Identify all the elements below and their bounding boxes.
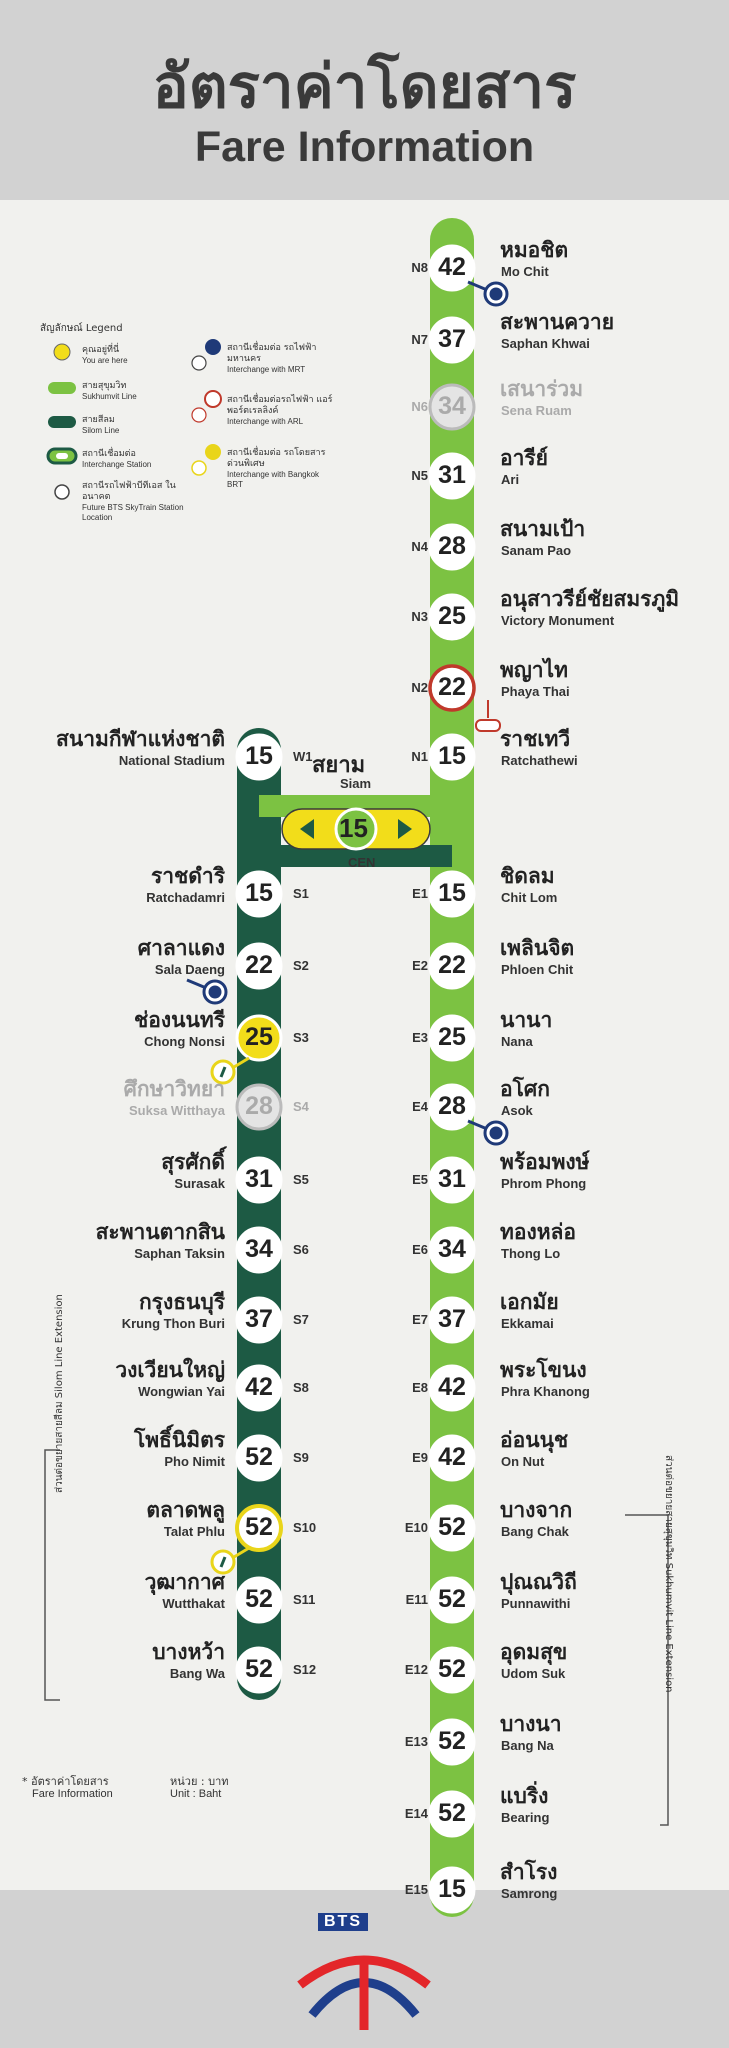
sukhumvit-e14-name-en: Bearing xyxy=(501,1810,550,1825)
sukhumvit-e3-name-en: Nana xyxy=(501,1034,533,1049)
sukhumvit-e4-name-th: อโศก xyxy=(500,1077,550,1101)
silom-s4-fare: 28 xyxy=(245,1092,273,1120)
sukhumvit-n5-name-en: Ari xyxy=(501,472,520,487)
sukhumvit-e13-name-th: บางนา xyxy=(500,1712,562,1736)
silom-s10-code: S10 xyxy=(293,1520,317,1535)
silom-s11-name-en: Wutthakat xyxy=(162,1596,225,1611)
sukhumvit-n8-fare: 42 xyxy=(438,253,466,281)
silom-s2-name-th: ศาลาแดง xyxy=(137,936,225,960)
sukhumvit-e8-name-en: Phra Khanong xyxy=(501,1384,590,1399)
sukhumvit-e15-fare: 15 xyxy=(438,1875,466,1903)
footer-unit-th: หน่วย : บาท xyxy=(170,1775,229,1788)
legend-item-7-th: สถานีเชื่อมต่อ รถโดยสารด่วนพิเศษ xyxy=(227,448,326,469)
sukhumvit-e5-name-th: พร้อมพงษ์ xyxy=(500,1150,590,1174)
silom-s6-fare: 34 xyxy=(245,1235,273,1263)
silom-s2-mrt-icon-core xyxy=(209,986,222,999)
sukhumvit-e13-name-en: Bang Na xyxy=(501,1738,554,1753)
sukhumvit-e12-code: E12 xyxy=(404,1662,428,1677)
legend-item-5-en: Interchange with MRT xyxy=(227,365,306,374)
legend-brt-icon xyxy=(205,444,221,460)
siam-en: Siam xyxy=(340,776,372,791)
sukhumvit-n2-name-en: Phaya Thai xyxy=(501,684,570,699)
silom-s11-fare: 52 xyxy=(245,1585,273,1613)
sukhumvit-e10-name-th: บางจาก xyxy=(500,1498,573,1522)
sukhumvit-e2-fare: 22 xyxy=(438,951,466,979)
silom-s3-name-en: Chong Nonsi xyxy=(144,1034,225,1049)
silom-s5-fare: 31 xyxy=(245,1165,273,1193)
silom-s1-name-en: Ratchadamri xyxy=(146,890,225,905)
sukhumvit-e8-fare: 42 xyxy=(438,1373,466,1401)
sukhumvit-n8-name-en: Mo Chit xyxy=(501,264,549,279)
sukhumvit-n4-fare: 28 xyxy=(438,532,466,560)
sukhumvit-n2-name-th: พญาไท xyxy=(500,658,568,682)
title-thai: อัตราค่าโดยสาร xyxy=(152,52,577,122)
sukhumvit-n6-name-en: Sena Ruam xyxy=(501,403,572,418)
legend-mrt-icon xyxy=(205,339,221,355)
silom-s9-code: S9 xyxy=(293,1450,309,1465)
sukhumvit-n5-code: N5 xyxy=(411,468,428,483)
sukhumvit-e2-name-th: เพลินจิต xyxy=(500,936,575,960)
sukhumvit-n1-fare: 15 xyxy=(438,742,466,770)
sukhumvit-e11-name-en: Punnawithi xyxy=(501,1596,571,1611)
legend-item-1-th: สายสุขุมวิท xyxy=(82,381,127,391)
sukhumvit-e10-fare: 52 xyxy=(438,1513,466,1541)
sukhumvit-n2-fare: 22 xyxy=(438,673,466,701)
sukhumvit-e13-fare: 52 xyxy=(438,1727,466,1755)
sukhumvit-e3-name-th: นานา xyxy=(500,1008,553,1032)
sukhumvit-e7-code: E7 xyxy=(412,1312,428,1327)
silom-extension-label: ส่วนต่อขยายสายสีลม Silom Line Extension xyxy=(54,1294,65,1493)
silom-s6-name-en: Saphan Taksin xyxy=(134,1246,225,1261)
sukhumvit-n8-code: N8 xyxy=(411,260,428,275)
sukhumvit-extension-label: ส่วนต่อขยายสายสุขุมวิท Sukhumvit Line Extension xyxy=(663,1455,674,1693)
sukhumvit-e9-name-th: อ่อนนุช xyxy=(500,1428,569,1452)
sukhumvit-n4-name-en: Sanam Pao xyxy=(501,543,572,558)
legend-silom-line-icon xyxy=(48,416,76,428)
legend-item-0-th: คุณอยู่ที่นี่ xyxy=(82,345,120,355)
sukhumvit-e7-fare: 37 xyxy=(438,1305,466,1333)
legend-item-1-en: Sukhumvit Line xyxy=(82,392,137,401)
sukhumvit-e4-fare: 28 xyxy=(438,1092,466,1120)
legend-mrt-icon-station xyxy=(192,356,206,370)
sukhumvit-e1-code: E1 xyxy=(412,886,428,901)
silom-s8-code: S8 xyxy=(293,1380,309,1395)
sukhumvit-e15-code: E15 xyxy=(404,1882,428,1897)
silom-s4-name-en: Suksa Witthaya xyxy=(129,1103,225,1118)
silom-s7-name-th: กรุงธนบุรี xyxy=(138,1290,225,1314)
sukhumvit-e8-name-th: พระโขนง xyxy=(500,1358,587,1382)
silom-s3-name-th: ช่องนนทรี xyxy=(134,1008,225,1032)
sukhumvit-e7-name-en: Ekkamai xyxy=(501,1316,554,1331)
sukhumvit-e5-name-en: Phrom Phong xyxy=(501,1176,587,1191)
sukhumvit-n2-arl-icon xyxy=(476,720,500,731)
silom-s7-name-en: Krung Thon Buri xyxy=(121,1316,225,1331)
legend-item-4-en: Future BTS SkyTrain Station Location xyxy=(82,503,184,522)
sukhumvit-e10-name-en: Bang Chak xyxy=(501,1524,569,1539)
sukhumvit-e1-name-th: ชิดลม xyxy=(500,864,555,888)
sukhumvit-e6-name-th: ทองหล่อ xyxy=(500,1220,577,1244)
silom-s2-code: S2 xyxy=(293,958,309,973)
siam-fare: 15 xyxy=(339,813,368,843)
silom-s5-name-en: Surasak xyxy=(174,1176,225,1191)
sukhumvit-e1-name-en: Chit Lom xyxy=(501,890,558,905)
sukhumvit-n6-code: N6 xyxy=(411,399,428,414)
silom-s3-code: S3 xyxy=(293,1030,309,1045)
sukhumvit-e6-fare: 34 xyxy=(438,1235,466,1263)
silom-s10-name-th: ตลาดพลู xyxy=(146,1498,225,1522)
sukhumvit-e10-code: E10 xyxy=(404,1520,428,1535)
siam-th: สยาม xyxy=(312,753,366,778)
sukhumvit-e2-code: E2 xyxy=(412,958,428,973)
sukhumvit-n1-code: N1 xyxy=(411,749,428,764)
sukhumvit-e12-fare: 52 xyxy=(438,1655,466,1683)
silom-s6-code: S6 xyxy=(293,1242,309,1257)
legend-future-station-icon xyxy=(55,485,69,499)
sukhumvit-e9-fare: 42 xyxy=(438,1443,466,1471)
sukhumvit-e15-name-en: Samrong xyxy=(501,1886,558,1901)
silom-s1-code: S1 xyxy=(293,886,309,901)
sukhumvit-n6-name-th: เสนาร่วม xyxy=(500,377,584,401)
sukhumvit-e4-mrt-icon-core xyxy=(490,1127,503,1140)
sukhumvit-e3-code: E3 xyxy=(412,1030,428,1045)
sukhumvit-n7-fare: 37 xyxy=(438,325,466,353)
silom-s11-name-th: วุฒากาศ xyxy=(144,1570,225,1594)
silom-s10-fare: 52 xyxy=(245,1513,273,1541)
sukhumvit-e2-name-en: Phloen Chit xyxy=(501,962,574,977)
sukhumvit-e7-name-th: เอกมัย xyxy=(500,1290,559,1314)
silom-s5-code: S5 xyxy=(293,1172,309,1187)
silom-s6-name-th: สะพานตากสิน xyxy=(95,1220,225,1244)
silom-w1-name-en: National Stadium xyxy=(118,753,225,768)
sukhumvit-n1-name-th: ราชเทวี xyxy=(500,727,571,751)
bts-logo-text: BTS xyxy=(318,1913,368,1931)
legend-arl-icon-station xyxy=(192,408,206,422)
sukhumvit-e6-name-en: Thong Lo xyxy=(501,1246,561,1261)
legend-interchange-station-icon-core xyxy=(56,453,68,459)
silom-w1-code: W1 xyxy=(293,749,313,764)
sukhumvit-n6-fare: 34 xyxy=(438,392,466,420)
silom-s8-name-th: วงเวียนใหญ่ xyxy=(115,1358,225,1382)
silom-s7-code: S7 xyxy=(293,1312,309,1327)
silom-s8-name-en: Wongwian Yai xyxy=(138,1384,225,1399)
silom-s9-name-th: โพธิ์นิมิตร xyxy=(133,1428,225,1452)
sukhumvit-n1-name-en: Ratchathewi xyxy=(501,753,578,768)
legend-item-6-th: สถานีเชื่อมต่อรถไฟฟ้า แอร์พอร์ตเรลลิงค์ xyxy=(227,395,333,416)
silom-s4-code: S4 xyxy=(293,1099,309,1114)
silom-s11-code: S11 xyxy=(293,1592,316,1607)
sukhumvit-n3-fare: 25 xyxy=(438,602,466,630)
sukhumvit-e12-name-th: อุดมสุข xyxy=(500,1640,568,1664)
sukhumvit-n5-name-th: อารีย์ xyxy=(500,446,548,470)
sukhumvit-n8-mrt-icon-core xyxy=(490,288,503,301)
silom-s9-fare: 52 xyxy=(245,1443,273,1471)
footer-fare-th: * อัตราค่าโดยสาร xyxy=(22,1775,109,1788)
legend-item-6-en: Interchange with ARL xyxy=(227,417,304,426)
silom-s3-fare: 25 xyxy=(245,1023,273,1051)
silom-s12-name-en: Bang Wa xyxy=(169,1666,225,1681)
sukhumvit-e3-fare: 25 xyxy=(438,1023,466,1051)
silom-s4-name-th: ศึกษาวิทยา xyxy=(123,1077,225,1101)
sukhumvit-e14-fare: 52 xyxy=(438,1799,466,1827)
legend-arl-icon xyxy=(205,391,221,407)
legend-item-3-th: สถานีเชื่อมต่อ xyxy=(82,449,136,459)
silom-s7-fare: 37 xyxy=(245,1305,273,1333)
silom-s8-fare: 42 xyxy=(245,1373,273,1401)
legend-item-4-th: สถานีรถไฟฟ้าบีทีเอส ในอนาคต xyxy=(82,481,176,502)
sukhumvit-e11-code: E11 xyxy=(405,1592,428,1607)
sukhumvit-e4-code: E4 xyxy=(412,1099,428,1114)
sukhumvit-e5-code: E5 xyxy=(412,1172,428,1187)
footer-unit-en: Unit : Baht xyxy=(170,1788,222,1800)
sukhumvit-e14-name-th: แบริ่ง xyxy=(500,1784,549,1808)
sukhumvit-n5-fare: 31 xyxy=(438,461,466,489)
legend-item-2-th: สายสีลม xyxy=(82,415,115,425)
sukhumvit-n2-code: N2 xyxy=(411,680,428,695)
sukhumvit-e8-code: E8 xyxy=(412,1380,428,1395)
sukhumvit-e15-name-th: สำโรง xyxy=(500,1860,558,1884)
sukhumvit-n3-code: N3 xyxy=(411,609,428,624)
silom-s12-name-th: บางหว้า xyxy=(152,1640,225,1664)
sukhumvit-n4-name-th: สนามเป้า xyxy=(500,517,586,541)
sukhumvit-n8-name-th: หมอชิต xyxy=(500,238,569,262)
sukhumvit-e12-name-en: Udom Suk xyxy=(501,1666,566,1681)
sukhumvit-e9-name-en: On Nut xyxy=(501,1454,545,1469)
legend-brt-icon-station xyxy=(192,461,206,475)
sukhumvit-n3-name-en: Victory Monument xyxy=(501,613,615,628)
footer-fare-en: Fare Information xyxy=(32,1788,113,1800)
sukhumvit-e9-code: E9 xyxy=(412,1450,428,1465)
sukhumvit-e4-name-en: Asok xyxy=(501,1103,533,1118)
silom-w1-fare: 15 xyxy=(245,742,273,770)
silom-s1-fare: 15 xyxy=(245,879,273,907)
sukhumvit-e13-code: E13 xyxy=(404,1734,428,1749)
sukhumvit-e6-code: E6 xyxy=(412,1242,428,1257)
sukhumvit-n3-name-th: อนุสาวรีย์ชัยสมรภูมิ xyxy=(500,587,680,611)
legend-sukhumvit-line-icon xyxy=(48,382,76,394)
siam-code: CEN xyxy=(348,855,376,870)
silom-s10-name-en: Talat Phlu xyxy=(163,1524,225,1539)
sukhumvit-n7-name-th: สะพานควาย xyxy=(500,310,615,334)
legend-item-0-en: You are here xyxy=(82,356,128,365)
silom-s1-name-th: ราชดำริ xyxy=(150,864,225,888)
sukhumvit-e1-fare: 15 xyxy=(438,879,466,907)
title-english: Fare Information xyxy=(194,123,535,171)
legend-title: สัญลักษณ์ Legend xyxy=(40,323,123,334)
silom-s9-name-en: Pho Nimit xyxy=(164,1454,225,1469)
silom-s12-code: S12 xyxy=(293,1662,317,1677)
sukhumvit-e11-fare: 52 xyxy=(438,1585,466,1613)
sukhumvit-e11-name-th: ปุณณวิถี xyxy=(500,1570,577,1594)
silom-s2-name-en: Sala Daeng xyxy=(154,962,225,977)
sukhumvit-e14-code: E14 xyxy=(404,1806,428,1821)
sukhumvit-n4-code: N4 xyxy=(411,539,428,554)
sukhumvit-n7-name-en: Saphan Khwai xyxy=(501,336,590,351)
legend-item-3-en: Interchange Station xyxy=(82,460,152,469)
sukhumvit-e5-fare: 31 xyxy=(438,1165,466,1193)
silom-s5-name-th: สุรศักดิ์ xyxy=(161,1150,225,1174)
silom-w1-name-th: สนามกีฬาแห่งชาติ xyxy=(56,727,225,751)
silom-s2-fare: 22 xyxy=(245,951,273,979)
legend-you-are-here-icon xyxy=(54,344,70,360)
legend-item-7-en: Interchange with Bangkok BRT xyxy=(227,470,320,489)
sukhumvit-n7-code: N7 xyxy=(411,332,428,347)
legend-item-5-th: สถานีเชื่อมต่อ รถไฟฟ้ามหานคร xyxy=(227,343,317,364)
silom-s12-fare: 52 xyxy=(245,1655,273,1683)
legend-item-2-en: Silom Line xyxy=(82,426,120,435)
